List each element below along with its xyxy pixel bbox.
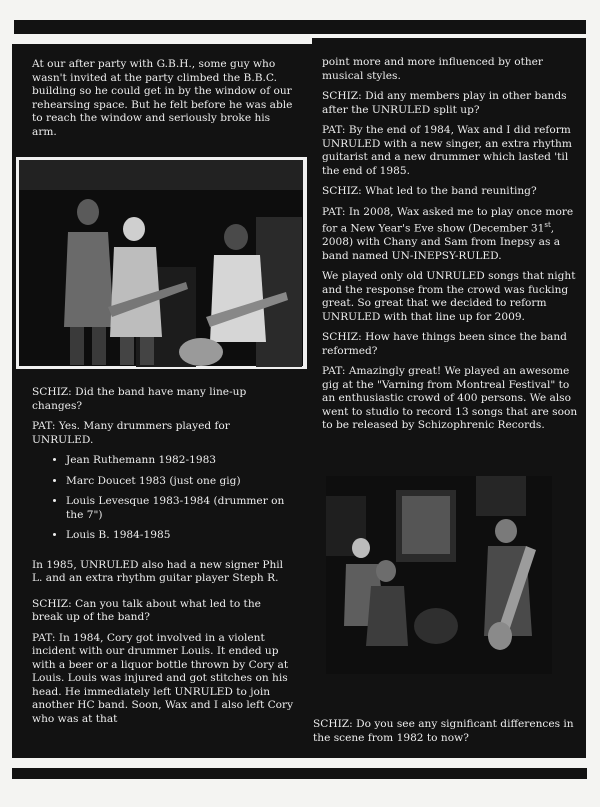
drummer-item: • Marc Doucet 1983 (just one gig): [66, 475, 294, 489]
drummer-list: [32, 454, 294, 543]
reunion-photo-image: [326, 476, 552, 674]
right-column-bottom: [313, 718, 583, 752]
question-breakup: SCHIZ: Can you talk about what led to the break up of the band?: [32, 597, 261, 623]
answer-since-reformed: PAT: Amazingly great! We played an awesome gig at the "Varning from Montreal Festival" to an enthusiastic crowd of 400 persons. We also went to studio to record 13 songs that are soon to be released by Schizophrenic Records.: [322, 365, 578, 432]
answer-reuniting: [322, 206, 580, 264]
band-photo-image: [16, 157, 307, 369]
drummer-item: • Jean Ruthemann 1982-1983: [66, 454, 294, 468]
new-singer-paragraph: In 1985, UNRULED also had a new signer Phil L. and an extra rhythm guitar player Steph R.: [32, 558, 284, 584]
question-lineup: SCHIZ: Did the band have many line-up changes?: [32, 386, 247, 412]
after-party-paragraph: At our after party with G.B.H., some guy who wasn't invited at the party climbed the B.B.C. building so he could get in by the window of our rehearsing space. But he felt before he was able to reach the window and seriously broke his arm.: [32, 58, 293, 138]
left-column-top: [32, 58, 294, 146]
drummer-item: • Louis B. 1984-1985: [66, 529, 294, 543]
band-photo-live: [16, 157, 307, 369]
right-column: [322, 56, 580, 440]
answer-breakup: PAT: In 1984, Cory got involved in a violent incident with our drummer Louis. It ended up with a beer or a liquor bottle thrown by Cory at Louis. Louis was injured and got stitches on his head. He immediately left UNRULED to join another HC band. Soon, Wax and I also left Cory who was at that: [32, 631, 294, 725]
question-other-bands: SCHIZ: Did any members play in other bands after the UNRULED split up?: [322, 90, 567, 116]
answer-other-bands: PAT: By the end of 1984, Wax and I did reform UNRULED with a new singer, an extra rhythm guitarist and a new drummer which lasted 'til the end of 1985.: [322, 124, 572, 177]
question-scene-differences: SCHIZ: Do you see any significant differences in the scene from 1982 to now?: [313, 718, 574, 744]
question-since-reformed: SCHIZ: How have things been since the band reformed?: [322, 331, 567, 357]
answer-reuniting-part: , 2008) with Chany and Sam from Inepsy as a band named UN-INEPSY-RULED.: [322, 222, 561, 262]
left-column-bottom: [32, 386, 294, 733]
bottom-bar: [12, 768, 587, 779]
continued-text: point more and more influenced by other musical styles.: [322, 56, 543, 82]
right-panel-top: [312, 38, 586, 48]
question-reuniting: SCHIZ: What led to the band reuniting?: [322, 185, 537, 197]
answer-reuniting-part: PAT: In 2008, Wax asked me to play once more for a New Year's Eve show (December 31: [322, 205, 574, 235]
answer-reuniting-sup: st: [544, 221, 551, 229]
answer-lineup: PAT: Yes. Many drummers played for UNRULED.: [32, 420, 230, 446]
drummer-item: • Louis Levesque 1983-1984 (drummer on the 7"): [66, 495, 294, 522]
top-bar: [14, 20, 586, 34]
answer-reuniting-cont: We played only old UNRULED songs that night and the response from the crowd was fucking great. So great that we decided to reform UNRULED with that line up for 2009.: [322, 270, 576, 323]
band-photo-reunion: [326, 476, 552, 674]
